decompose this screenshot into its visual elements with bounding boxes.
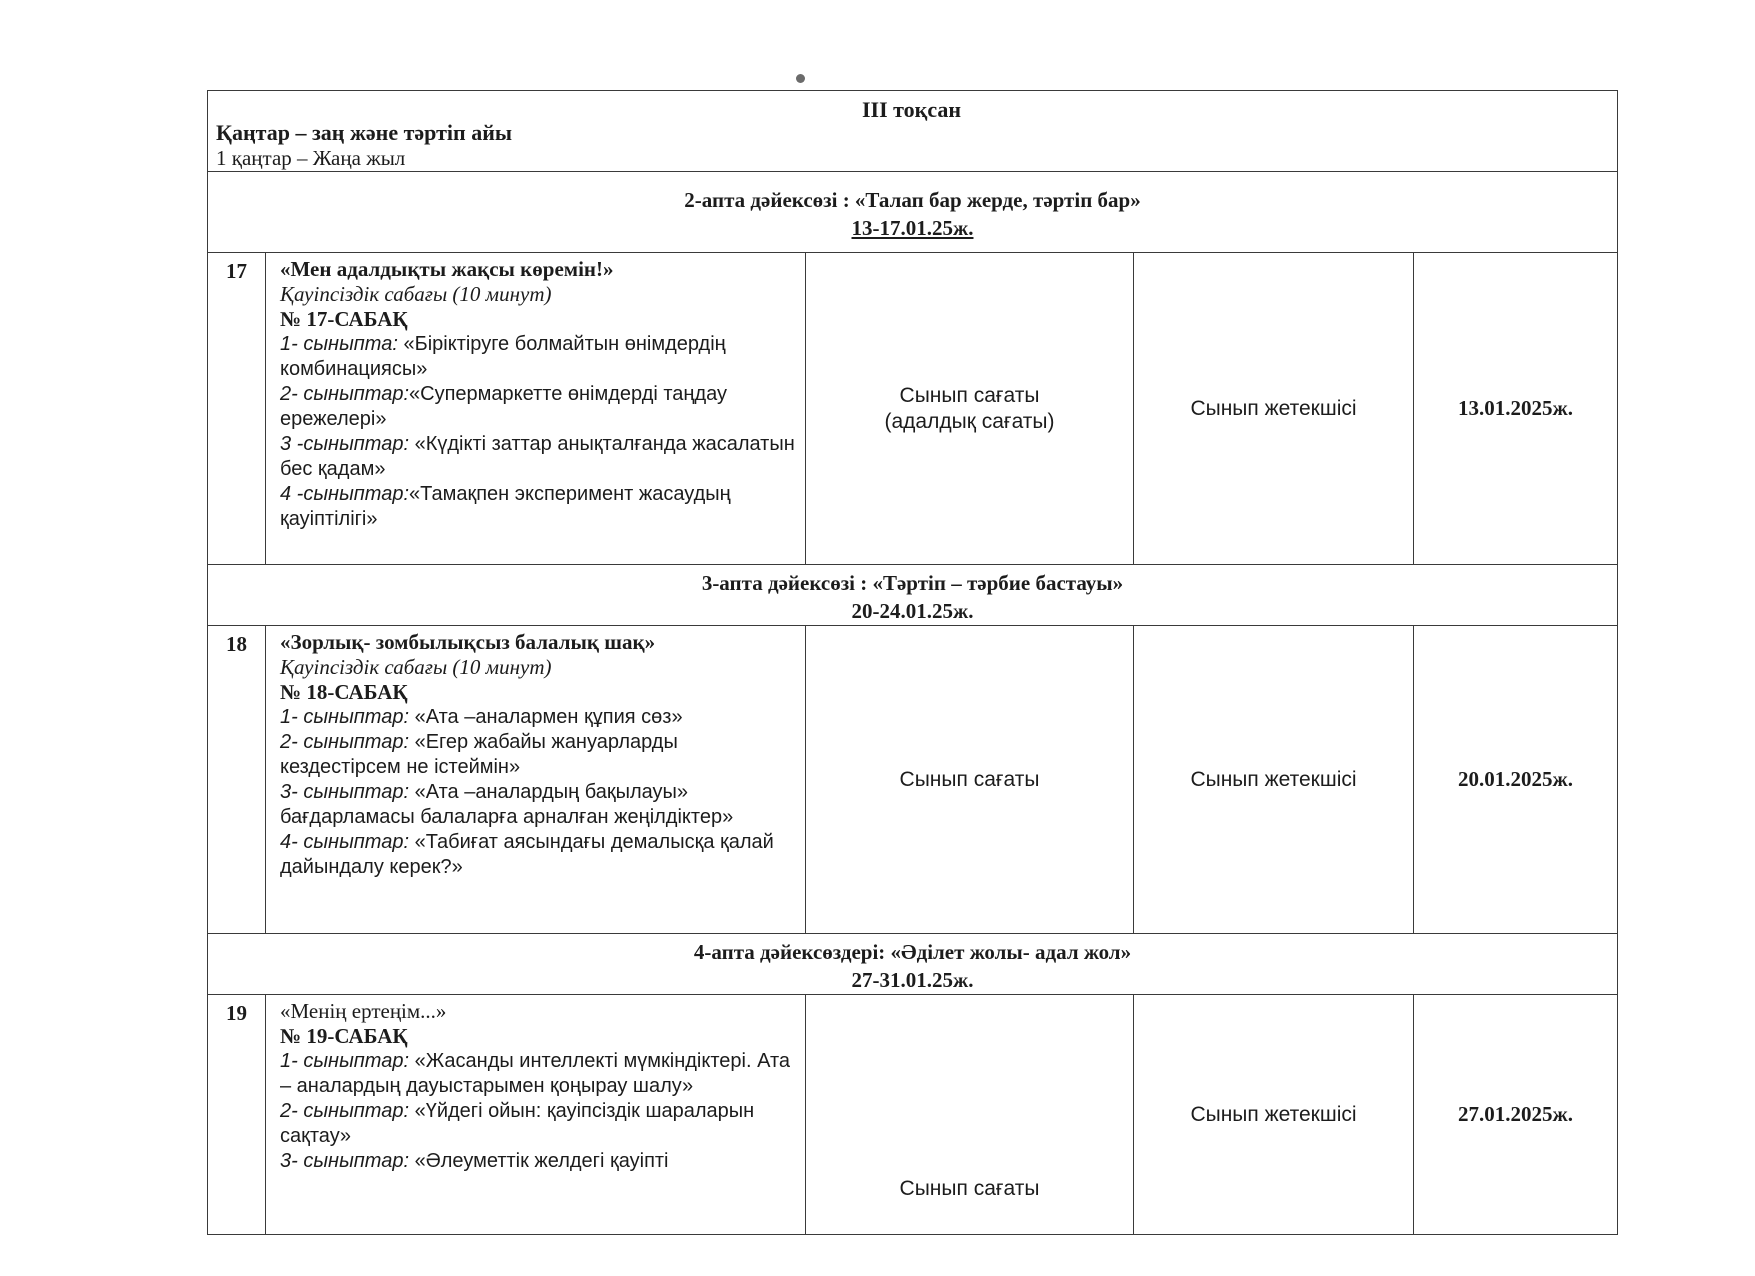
header-row xyxy=(208,91,1618,172)
grade-label: 3 -сыныптар: xyxy=(280,433,410,455)
grade-label: 2- сыныптар: xyxy=(280,383,410,405)
grade-item xyxy=(280,1099,799,1149)
holiday-note: 1 қаңтар – Жаңа жыл xyxy=(216,146,406,170)
grade-topic: «Супермаркетте өнімдерді таңдау ережелері» xyxy=(280,383,728,430)
week-motto: 3-апта дәйексөзі : «Тәртіп – тәрбие бастауы» xyxy=(701,571,1124,595)
grade-item xyxy=(280,705,799,730)
grade-item xyxy=(280,482,799,532)
week-motto-cell xyxy=(208,565,1618,626)
grade-label: 4- сыныптар: xyxy=(280,831,410,853)
lesson-number: № 19-САБАҚ xyxy=(280,1024,408,1048)
week-dates: 13-17.01.25ж. xyxy=(851,216,974,240)
week-motto: 2-апта дәйексөзі : «Талап бар жерде, тәртіп бар» xyxy=(684,188,1141,212)
responsible: Сынып жетекшісі xyxy=(1134,626,1414,934)
lesson-number: № 17-САБАҚ xyxy=(280,307,408,331)
event-date: 27.01.2025ж. xyxy=(1414,995,1618,1235)
event-date: 20.01.2025ж. xyxy=(1414,626,1618,934)
grade-topic: «Үйдегі ойын: қауіпсіздік шараларын сақтау» xyxy=(280,1100,755,1147)
grade-topic: «Әлеуметтік желдегі қауіпті xyxy=(409,1150,669,1172)
scan-mark xyxy=(796,74,805,83)
week-motto-cell xyxy=(208,172,1618,253)
grade-item xyxy=(280,432,799,482)
grade-topic: «Біріктіруге болмайтын өнімдердің комбинациясы» xyxy=(280,333,726,380)
grade-label: 1- сыныптар: xyxy=(280,1050,410,1072)
week-dates: 27-31.01.25ж. xyxy=(851,968,974,992)
grade-label: 3- сыныптар: xyxy=(280,1150,410,1172)
grade-label: 4 -сыныптар: xyxy=(280,483,410,505)
grade-item xyxy=(280,1149,799,1174)
grade-item xyxy=(280,830,799,880)
row-number: 17 xyxy=(208,253,266,565)
lesson-content xyxy=(266,995,806,1235)
event-form: Сынып сағаты (адалдық сағаты) xyxy=(806,253,1134,565)
safety-lesson: Қауіпсіздік сабағы (10 минут) xyxy=(280,655,552,679)
row-number: 18 xyxy=(208,626,266,934)
grade-label: 1- сыныпта: xyxy=(280,333,398,355)
row-number: 19 xyxy=(208,995,266,1235)
grade-label: 2- сыныптар: xyxy=(280,731,410,753)
grade-item xyxy=(280,332,799,382)
grade-item xyxy=(280,382,799,432)
table-row xyxy=(208,995,1618,1235)
grade-topic: «Жасанды интеллекті мүмкіндіктері. Ата – аналардың дауыстарымен қоңырау шалу» xyxy=(280,1050,791,1097)
event-form: Сынып сағаты xyxy=(806,995,1134,1235)
lesson-number: № 18-САБАҚ xyxy=(280,680,408,704)
lesson-title: «Менің ертеңім...» xyxy=(280,999,447,1023)
grade-topic: «Ата –аналардың бақылауы» бағдарламасы балаларға арналған жеңілдіктер» xyxy=(280,781,734,828)
event-date: 13.01.2025ж. xyxy=(1414,253,1618,565)
responsible: Сынып жетекшісі xyxy=(1134,253,1414,565)
grade-item xyxy=(280,780,799,830)
lesson-title: «Зорлық- зомбылықсыз балалық шақ» xyxy=(280,630,656,654)
week-dates: 20-24.01.25ж. xyxy=(851,599,974,623)
lesson-title: «Мен адалдықты жақсы көремін!» xyxy=(280,257,614,281)
event-form: Сынып сағаты xyxy=(806,626,1134,934)
grade-label: 2- сыныптар: xyxy=(280,1100,410,1122)
grade-item xyxy=(280,1049,799,1099)
header-cell xyxy=(208,91,1618,172)
responsible: Сынып жетекшісі xyxy=(1134,995,1414,1235)
table-row xyxy=(208,626,1618,934)
week-row xyxy=(208,934,1618,995)
lesson-content xyxy=(266,253,806,565)
week-motto-cell xyxy=(208,934,1618,995)
week-motto: 4-апта дәйексөздері: «Әділет жолы- адал жол» xyxy=(693,940,1132,964)
grade-topic: «Ата –аналармен құпия сөз» xyxy=(409,706,683,728)
grade-topic: «Күдікті заттар анықталғанда жасалатын бес қадам» xyxy=(280,433,795,480)
grade-topic: «Егер жабайы жануарларды кездестірсем не істеймін» xyxy=(280,731,678,778)
week-row xyxy=(208,172,1618,253)
grade-label: 1- сыныптар: xyxy=(280,706,410,728)
lesson-content xyxy=(266,626,806,934)
grade-item xyxy=(280,730,799,780)
quarter-title: III тоқсан xyxy=(861,97,962,122)
grade-topic: «Тамақпен эксперимент жасаудың қауіптілігі» xyxy=(280,483,731,530)
plan-table xyxy=(207,90,1618,1235)
grade-topic: «Табиғат аясындағы демалысқа қалай дайындалу керек?» xyxy=(280,831,774,878)
month-title: Қаңтар – заң және тәртіп айы xyxy=(216,120,513,145)
table-row xyxy=(208,253,1618,565)
safety-lesson: Қауіпсіздік сабағы (10 минут) xyxy=(280,282,552,306)
grade-label: 3- сыныптар: xyxy=(280,781,410,803)
week-row xyxy=(208,565,1618,626)
